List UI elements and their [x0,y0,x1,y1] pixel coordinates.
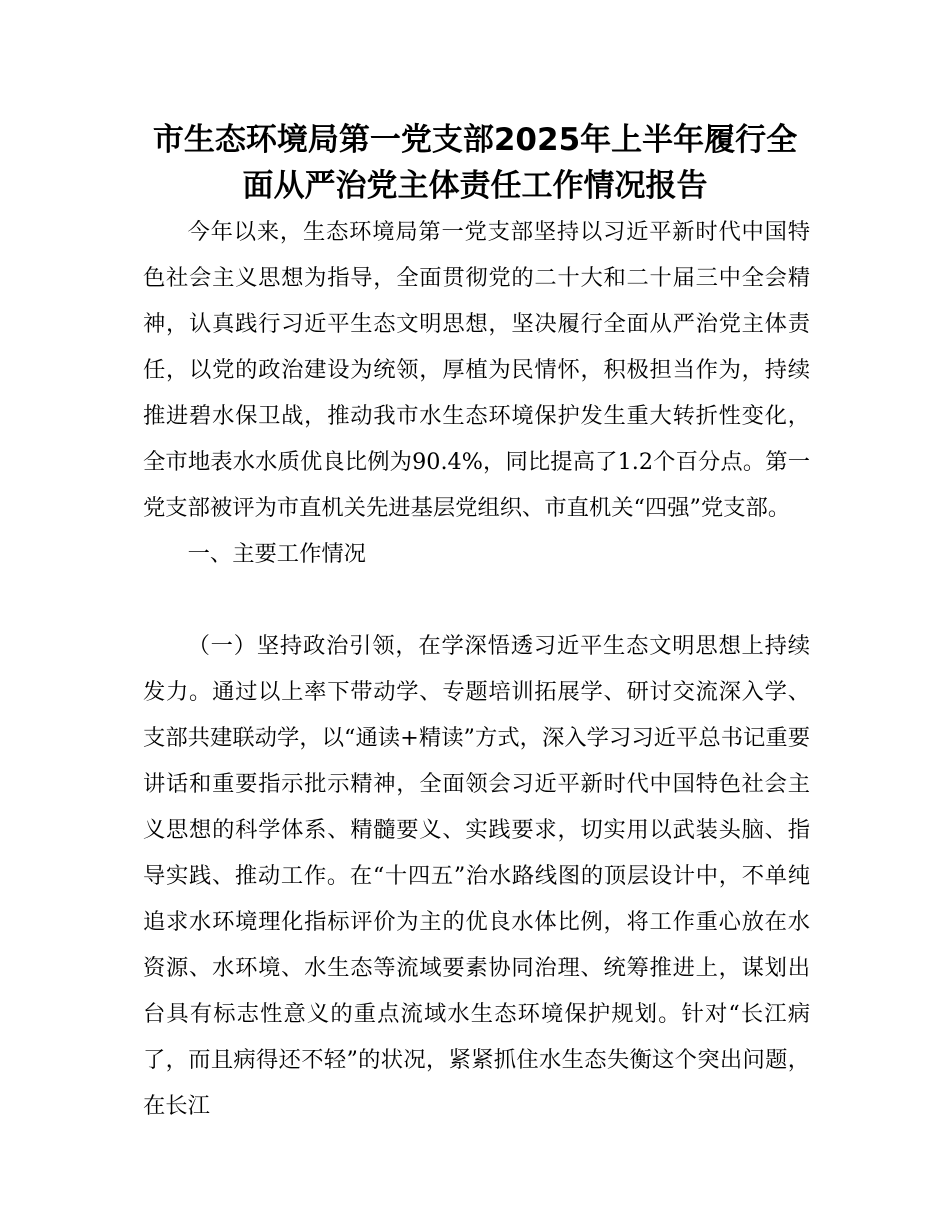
document-body [143,209,810,1129]
document-title-line-1: 市生态环境局第一党支部2025年上半年履行全 [152,122,798,158]
document-title-line-2: 面从严治党主体责任工作情况报告 [242,168,708,204]
intro-paragraph: 今年以来，生态环境局第一党支部坚持以习近平新时代中国特色社会主义思想为指导，全面贯彻党的二十大和二十届三中全会精神，认真践行习近平生态文明思想，坚决履行全面从严治党主体责任，以党的政治建设为统领，厚植为民情怀，积极担当作为，持续推进碧水保卫战，推动我市水生态环境保护发生重大转折性变化，全市地表水水质优良比例为90.4%，同比提高了1.2个百分点。第一党支部被评为市直机关先进基层党组织、市直机关“四强”党支部。 [143,219,810,521]
body-paragraph: （一）坚持政治引领，在学深悟透习近平生态文明思想上持续发力。通过以上率下带动学、专题培训拓展学、研讨交流深入学、支部共建联动学，以“通读+精读”方式，深入学习习近平总书记重要讲话和重要指示批示精神，全面领会习近平新时代中国特色社会主义思想的科学体系、精髓要义、实践要求，切实用以武装头脑、指导实践、推动工作。在“十四五”治水路线图的顶层设计中，不单纯追求水环境理化指标评价为主的优良水体比例，将工作重心放在水资源、水环境、水生态等流域要素协同治理、统筹推进上，谋划出台具有标志性意义的重点流域水生态环境保护规划。针对“长江病了，而且病得还不轻”的状况，紧紧抓住水生态失衡这个突出问题，在长江 [143,633,810,1119]
section-heading: 一、主要工作情况 [187,541,366,567]
